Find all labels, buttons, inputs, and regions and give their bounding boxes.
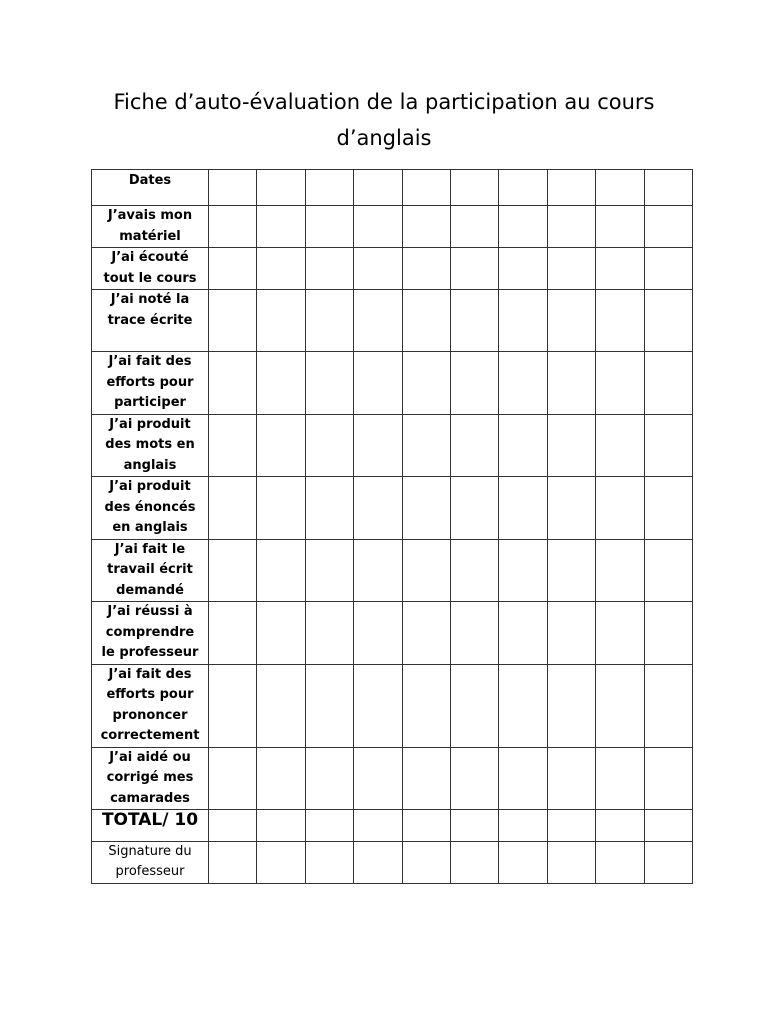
criterion-label-line: en anglais (112, 520, 188, 535)
criterion-row (92, 664, 693, 747)
signature-cell[interactable] (596, 842, 644, 884)
criterion-label-line: J’ai noté la (110, 292, 190, 307)
score-cell[interactable] (499, 477, 547, 540)
score-cell[interactable] (450, 477, 498, 540)
score-cell[interactable] (596, 477, 644, 540)
score-cell[interactable] (354, 602, 402, 665)
criterion-label-line: demandé (116, 582, 184, 598)
score-cell[interactable] (547, 248, 595, 290)
score-cell[interactable] (354, 539, 402, 602)
score-cell[interactable] (644, 477, 692, 540)
criterion-label (92, 352, 209, 415)
total-row (92, 810, 693, 842)
criterion-label-line: J’ai fait des (108, 666, 192, 682)
criterion-label-line: J’avais mon (107, 208, 193, 223)
score-cell[interactable] (305, 352, 353, 415)
score-cell[interactable] (547, 414, 595, 477)
criterion-row (92, 290, 693, 352)
score-cell[interactable] (305, 248, 353, 290)
total-cell[interactable] (354, 810, 402, 842)
score-cell[interactable] (547, 539, 595, 602)
score-cell[interactable] (209, 414, 257, 477)
criterion-row (92, 352, 693, 415)
signature-cell[interactable] (499, 842, 547, 884)
score-cell[interactable] (305, 414, 353, 477)
title-line-2: d’anglais (336, 126, 432, 150)
score-cell[interactable] (499, 539, 547, 602)
signature-label-line: Signature du (108, 844, 192, 859)
score-cell[interactable] (257, 290, 305, 352)
score-cell[interactable] (257, 664, 305, 747)
score-cell[interactable] (644, 290, 692, 352)
date-cell[interactable] (257, 170, 305, 206)
criterion-label-line: camarades (110, 790, 190, 806)
score-cell[interactable] (209, 352, 257, 415)
total-cell[interactable] (644, 810, 692, 842)
date-cell[interactable] (644, 170, 692, 206)
score-cell[interactable] (499, 248, 547, 290)
criterion-label (92, 477, 209, 540)
score-cell[interactable] (354, 206, 402, 248)
score-cell[interactable] (354, 414, 402, 477)
score-cell[interactable] (450, 664, 498, 747)
total-cell[interactable] (450, 810, 498, 842)
criterion-label-line: correctement (100, 728, 200, 743)
score-cell[interactable] (209, 539, 257, 602)
score-cell[interactable] (354, 664, 402, 747)
criterion-label (92, 539, 209, 602)
date-cell[interactable] (499, 170, 547, 206)
criterion-label (92, 248, 209, 290)
score-cell[interactable] (644, 352, 692, 415)
score-cell[interactable] (305, 477, 353, 540)
score-cell[interactable] (596, 352, 644, 415)
score-cell[interactable] (257, 602, 305, 665)
score-cell[interactable] (499, 602, 547, 665)
score-cell[interactable] (499, 206, 547, 248)
date-cell[interactable] (305, 170, 353, 206)
score-cell[interactable] (644, 602, 692, 665)
score-cell[interactable] (402, 602, 450, 665)
total-cell[interactable] (305, 810, 353, 842)
score-cell[interactable] (644, 747, 692, 810)
score-cell[interactable] (209, 664, 257, 747)
signature-cell[interactable] (354, 842, 402, 884)
total-cell[interactable] (402, 810, 450, 842)
score-cell[interactable] (450, 539, 498, 602)
criterion-label-line: J’ai fait le (114, 541, 186, 557)
criterion-label-line: des énoncés (104, 499, 196, 515)
criterion-row (92, 602, 693, 665)
score-cell[interactable] (305, 664, 353, 747)
score-cell[interactable] (257, 539, 305, 602)
score-cell[interactable] (257, 206, 305, 248)
date-cell[interactable] (450, 170, 498, 206)
score-cell[interactable] (596, 206, 644, 248)
score-cell[interactable] (354, 290, 402, 352)
score-cell[interactable] (450, 352, 498, 415)
criterion-row (92, 414, 693, 477)
score-cell[interactable] (209, 747, 257, 810)
score-cell[interactable] (209, 206, 257, 248)
score-cell[interactable] (305, 602, 353, 665)
score-cell[interactable] (354, 747, 402, 810)
date-cell[interactable] (402, 170, 450, 206)
criterion-label-line: trace écrite (107, 312, 193, 328)
criterion-label-line: des mots en (105, 437, 195, 452)
criterion-label (92, 414, 209, 477)
signature-cell[interactable] (402, 842, 450, 884)
score-cell[interactable] (644, 539, 692, 602)
score-cell[interactable] (402, 206, 450, 248)
score-cell[interactable] (305, 206, 353, 248)
date-cell[interactable] (596, 170, 644, 206)
criterion-label (92, 602, 209, 665)
signature-cell[interactable] (450, 842, 498, 884)
score-cell[interactable] (354, 248, 402, 290)
criterion-label-line: J’ai réussi à (107, 604, 193, 619)
criterion-label-line: efforts pour (106, 374, 194, 390)
score-cell[interactable] (209, 477, 257, 540)
date-cell[interactable] (547, 170, 595, 206)
score-cell[interactable] (305, 747, 353, 810)
total-cell[interactable] (596, 810, 644, 842)
score-cell[interactable] (209, 248, 257, 290)
score-cell[interactable] (596, 248, 644, 290)
date-cell[interactable] (354, 170, 402, 206)
signature-cell[interactable] (547, 842, 595, 884)
signature-row (92, 842, 693, 884)
total-cell[interactable] (257, 810, 305, 842)
score-cell[interactable] (450, 248, 498, 290)
score-cell[interactable] (402, 352, 450, 415)
score-cell[interactable] (402, 477, 450, 540)
score-cell[interactable] (257, 414, 305, 477)
score-cell[interactable] (402, 414, 450, 477)
criterion-label-line: prononcer (112, 707, 188, 723)
score-cell[interactable] (499, 747, 547, 810)
signature-label (92, 842, 209, 884)
criterion-row (92, 539, 693, 602)
total-cell[interactable] (547, 810, 595, 842)
score-cell[interactable] (257, 747, 305, 810)
score-cell[interactable] (305, 539, 353, 602)
score-cell[interactable] (596, 539, 644, 602)
criterion-label-line: J’ai produit (109, 479, 191, 494)
score-cell[interactable] (547, 664, 595, 747)
score-cell[interactable] (644, 206, 692, 248)
criterion-label (92, 206, 209, 248)
score-cell[interactable] (547, 290, 595, 352)
criterion-row (92, 206, 693, 248)
header-row (92, 170, 693, 206)
score-cell[interactable] (209, 602, 257, 665)
dates-label: Dates (128, 173, 172, 188)
score-cell[interactable] (547, 206, 595, 248)
criterion-label-line: anglais (123, 457, 177, 473)
document-title (60, 84, 708, 156)
signature-cell[interactable] (209, 842, 257, 884)
score-cell[interactable] (450, 414, 498, 477)
criterion-label (92, 747, 209, 810)
score-cell[interactable] (402, 664, 450, 747)
score-cell[interactable] (596, 602, 644, 665)
score-cell[interactable] (402, 539, 450, 602)
score-cell[interactable] (499, 414, 547, 477)
score-cell[interactable] (450, 747, 498, 810)
criterion-label (92, 290, 209, 352)
score-cell[interactable] (644, 664, 692, 747)
score-cell[interactable] (547, 352, 595, 415)
signature-cell[interactable] (305, 842, 353, 884)
score-cell[interactable] (402, 747, 450, 810)
score-cell[interactable] (402, 290, 450, 352)
score-cell[interactable] (499, 352, 547, 415)
signature-cell[interactable] (644, 842, 692, 884)
score-cell[interactable] (450, 290, 498, 352)
date-cell[interactable] (209, 170, 257, 206)
criterion-label-line: comprendre (105, 624, 195, 640)
header-label-cell (92, 170, 209, 206)
score-cell[interactable] (257, 477, 305, 540)
signature-cell[interactable] (257, 842, 305, 884)
score-cell[interactable] (305, 290, 353, 352)
criterion-row (92, 747, 693, 810)
score-cell[interactable] (450, 206, 498, 248)
criterion-label (92, 664, 209, 747)
score-cell[interactable] (596, 414, 644, 477)
criterion-label-line: tout le cours (103, 270, 197, 286)
criterion-label-line: travail écrit (107, 562, 193, 577)
title-line-1: Fiche d’auto-évaluation de la participation au cours (113, 90, 655, 114)
score-cell[interactable] (354, 477, 402, 540)
score-cell[interactable] (209, 290, 257, 352)
total-label: TOTAL/ 10 (92, 810, 209, 842)
criterion-label-line: J’ai produit (109, 416, 191, 432)
criterion-row (92, 248, 693, 290)
signature-label-line: professeur (115, 864, 185, 879)
score-cell[interactable] (354, 352, 402, 415)
score-cell[interactable] (644, 248, 692, 290)
score-cell[interactable] (257, 352, 305, 415)
criterion-label-line: matériel (119, 228, 181, 244)
score-cell[interactable] (450, 602, 498, 665)
score-cell[interactable] (596, 664, 644, 747)
score-cell[interactable] (547, 602, 595, 665)
criterion-label-line: J’ai fait des (108, 354, 192, 369)
criterion-label-line: J’ai écouté (111, 250, 189, 265)
criterion-row (92, 477, 693, 540)
total-cell[interactable] (209, 810, 257, 842)
score-cell[interactable] (547, 477, 595, 540)
criterion-label-line: le professeur (101, 645, 199, 660)
score-cell[interactable] (257, 248, 305, 290)
total-cell[interactable] (499, 810, 547, 842)
score-cell[interactable] (547, 747, 595, 810)
score-cell[interactable] (499, 664, 547, 747)
criterion-label-line: efforts pour (106, 687, 194, 702)
score-cell[interactable] (499, 290, 547, 352)
criterion-label-line: corrigé mes (106, 770, 194, 785)
criterion-label-line: J’ai aidé ou (109, 749, 191, 765)
score-cell[interactable] (596, 747, 644, 810)
score-cell[interactable] (402, 248, 450, 290)
evaluation-table (91, 169, 693, 884)
criterion-label-line: participer (114, 395, 186, 410)
score-cell[interactable] (644, 414, 692, 477)
score-cell[interactable] (596, 290, 644, 352)
